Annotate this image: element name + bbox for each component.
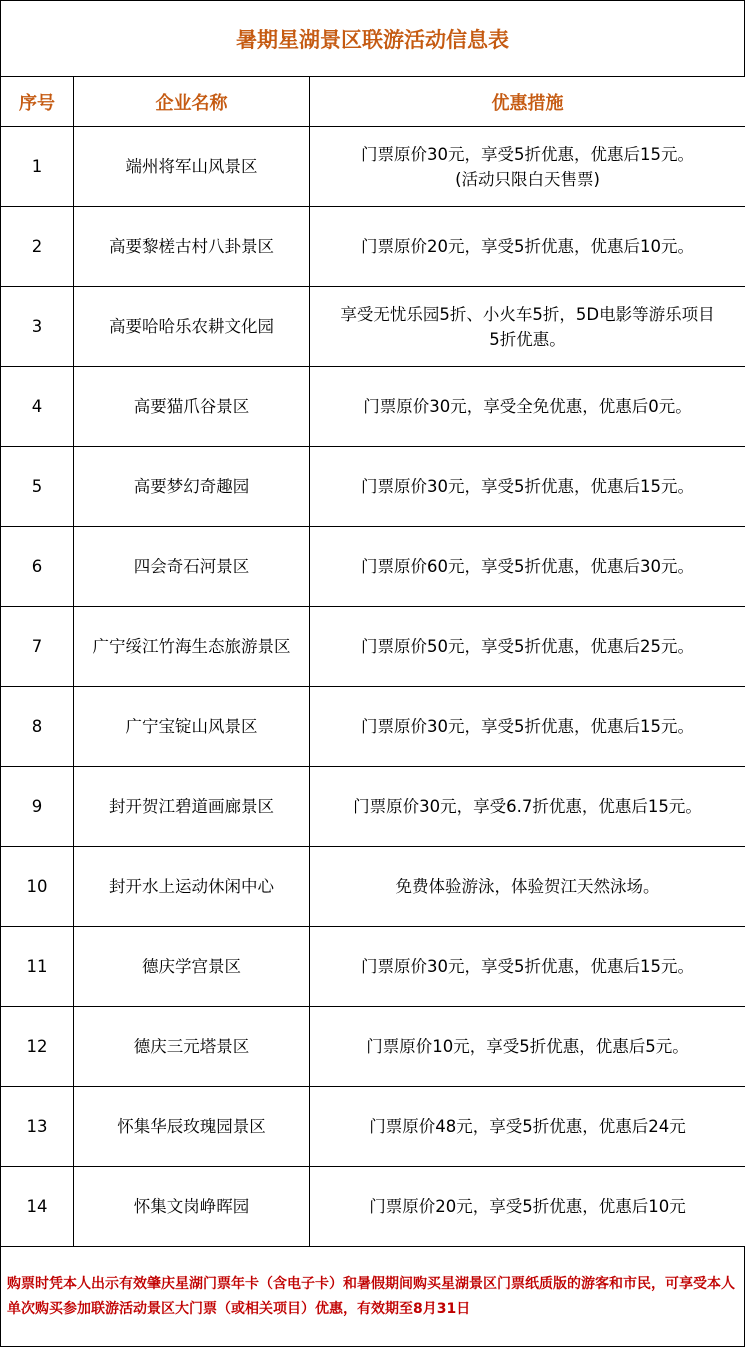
offer-cell xyxy=(310,607,745,687)
offer-cell xyxy=(310,767,745,847)
row-number: 9 xyxy=(1,767,74,847)
offer-line: 免费体验游泳，体验贺江天然泳场。 xyxy=(312,874,743,899)
footer-text: 购票时凭本人出示有效肇庆星湖门票年卡（含电子卡）和暑假期间购买星湖景区门票纸质版的游客和市民，可享受本人单次购买参加联游活动景区大门票（或相关项目）优惠，有效期至8月31日 xyxy=(7,1272,738,1322)
offer-line: 门票原价30元，享受5折优惠，优惠后15元。 xyxy=(312,474,743,499)
company-name: 怀集文岗峥晖园 xyxy=(74,1167,310,1247)
offer-line: 门票原价48元，享受5折优惠，优惠后24元 xyxy=(312,1114,743,1139)
offer-line: 门票原价30元，享受5折优惠，优惠后15元。 xyxy=(312,714,743,739)
company-name: 端州将军山风景区 xyxy=(74,127,310,207)
row-number: 8 xyxy=(1,687,74,767)
row-number: 4 xyxy=(1,367,74,447)
row-number: 2 xyxy=(1,207,74,287)
table-row xyxy=(1,927,745,1007)
row-number: 14 xyxy=(1,1167,74,1247)
company-name: 高要哈哈乐农耕文化园 xyxy=(74,287,310,367)
table-row xyxy=(1,207,745,287)
offer-cell xyxy=(310,127,745,207)
header-no: 序号 xyxy=(1,77,74,127)
header-company: 企业名称 xyxy=(74,77,310,127)
company-name: 高要猫爪谷景区 xyxy=(74,367,310,447)
offer-cell xyxy=(310,927,745,1007)
offer-line: 门票原价30元，享受5折优惠，优惠后15元。 xyxy=(312,954,743,979)
offer-line: 门票原价30元，享受6.7折优惠，优惠后15元。 xyxy=(312,794,743,819)
row-number: 13 xyxy=(1,1087,74,1167)
row-number: 5 xyxy=(1,447,74,527)
table-row xyxy=(1,687,745,767)
offer-cell xyxy=(310,527,745,607)
company-name: 广宁绥江竹海生态旅游景区 xyxy=(74,607,310,687)
row-number: 10 xyxy=(1,847,74,927)
company-name: 广宁宝锭山风景区 xyxy=(74,687,310,767)
offer-line: 享受无忧乐园5折、小火车5折，5D电影等游乐项目 xyxy=(312,302,743,327)
offer-line: 门票原价60元，享受5折优惠，优惠后30元。 xyxy=(312,554,743,579)
offer-cell xyxy=(310,1087,745,1167)
offer-line: (活动只限白天售票) xyxy=(312,167,743,192)
company-name: 封开水上运动休闲中心 xyxy=(74,847,310,927)
company-name: 高要黎槎古村八卦景区 xyxy=(74,207,310,287)
row-number: 12 xyxy=(1,1007,74,1087)
offer-line: 门票原价20元，享受5折优惠，优惠后10元。 xyxy=(312,234,743,259)
offer-line: 门票原价20元，享受5折优惠，优惠后10元 xyxy=(312,1194,743,1219)
table-row xyxy=(1,1087,745,1167)
company-name: 德庆三元塔景区 xyxy=(74,1007,310,1087)
row-number: 11 xyxy=(1,927,74,1007)
table-row xyxy=(1,447,745,527)
offer-line: 门票原价50元，享受5折优惠，优惠后25元。 xyxy=(312,634,743,659)
offer-cell xyxy=(310,847,745,927)
offer-line: 门票原价30元，享受全免优惠，优惠后0元。 xyxy=(312,394,743,419)
company-name: 封开贺江碧道画廊景区 xyxy=(74,767,310,847)
row-number: 7 xyxy=(1,607,74,687)
table-title: 暑期星湖景区联游活动信息表 xyxy=(0,0,745,76)
offer-cell xyxy=(310,287,745,367)
offer-cell xyxy=(310,367,745,447)
table-row xyxy=(1,527,745,607)
row-number: 6 xyxy=(1,527,74,607)
row-number: 1 xyxy=(1,127,74,207)
offer-line: 门票原价10元，享受5折优惠，优惠后5元。 xyxy=(312,1034,743,1059)
company-name: 高要梦幻奇趣园 xyxy=(74,447,310,527)
table-row xyxy=(1,767,745,847)
company-name: 四会奇石河景区 xyxy=(74,527,310,607)
table-row xyxy=(1,847,745,927)
table-row xyxy=(1,367,745,447)
offer-cell xyxy=(310,1167,745,1247)
offer-cell xyxy=(310,207,745,287)
table-row xyxy=(1,1167,745,1247)
offer-cell xyxy=(310,447,745,527)
table-row xyxy=(1,1007,745,1087)
row-number: 3 xyxy=(1,287,74,367)
info-table xyxy=(0,76,745,1247)
header-row xyxy=(1,77,745,127)
header-offer: 优惠措施 xyxy=(310,77,745,127)
offer-line: 5折优惠。 xyxy=(312,327,743,352)
table-row xyxy=(1,127,745,207)
offer-line: 门票原价30元，享受5折优惠，优惠后15元。 xyxy=(312,142,743,167)
table-row xyxy=(1,607,745,687)
footer-note xyxy=(0,1247,745,1347)
offer-cell xyxy=(310,1007,745,1087)
table-row xyxy=(1,287,745,367)
company-name: 德庆学宫景区 xyxy=(74,927,310,1007)
company-name: 怀集华辰玫瑰园景区 xyxy=(74,1087,310,1167)
offer-cell xyxy=(310,687,745,767)
